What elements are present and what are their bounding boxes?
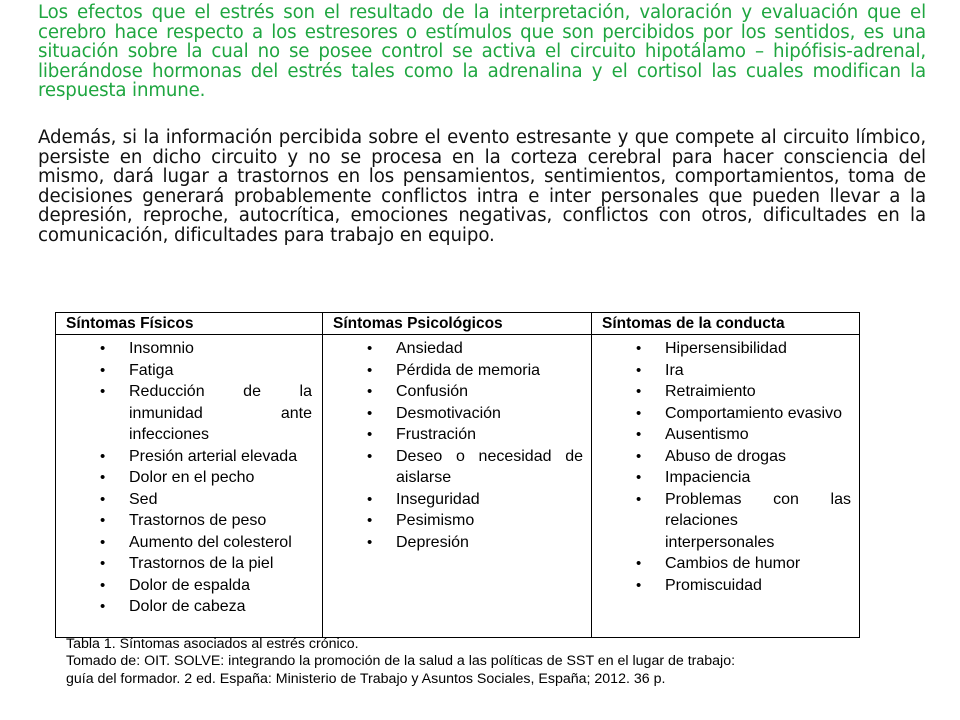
symptom-item: • Inseguridad (323, 489, 591, 511)
column-psychological-symptoms (323, 313, 592, 637)
symptom-item: • Reducción de la inmunidad ante infecciones (56, 381, 322, 446)
symptom-item: • Retraimiento (592, 381, 859, 403)
column-physical-symptoms (56, 313, 323, 637)
symptom-item: • Dolor en el pecho (56, 467, 322, 489)
symptom-item: • Ausentismo (592, 424, 859, 446)
paragraph-limbic-circuit: Además, si la información percibida sobre el evento estresante y que compete al circuito límbico, persiste en dicho circuito y no se procesa en la corteza cerebral para hacer consciencia del mismo, dará lugar a trastornos en los pensamientos, sentimientos, comportamientos, toma de decisiones generará probablemente conflictos intra e inter personales que pueden llevar a la depresión, reproche, autocrítica, emociones negativas, conflictos con otros, dificultades en la comunicación, dificultades para trabajo en equipo. (38, 127, 926, 246)
symptom-list (56, 335, 322, 618)
symptom-item: • Dolor de cabeza (56, 596, 322, 618)
table-caption (66, 636, 886, 688)
symptom-item: • Aumento del colesterol (56, 532, 322, 554)
symptom-item: • Impaciencia (592, 467, 859, 489)
symptom-item: • Insomnio (56, 338, 322, 360)
symptom-item: • Cambios de humor (592, 553, 859, 575)
symptom-item: • Fatiga (56, 360, 322, 382)
symptoms-table (55, 312, 860, 638)
symptom-item: • Hipersensibilidad (592, 338, 859, 360)
symptom-item: • Problemas con las relaciones interpersonales (592, 489, 859, 554)
symptom-item: • Presión arterial elevada (56, 446, 322, 468)
symptom-item: • Deseo o necesidad de aislarse (323, 446, 591, 489)
symptom-item: • Depresión (323, 532, 591, 554)
column-behavioral-symptoms (592, 313, 859, 637)
symptom-item: • Confusión (323, 381, 591, 403)
column-header: Síntomas Psicológicos (323, 313, 591, 335)
symptom-item: • Pérdida de memoria (323, 360, 591, 382)
paragraph-stress-effects: Los efectos que el estrés son el resultado de la interpretación, valoración y evaluación que el cerebro hace respecto a los estresores o estímulos que son percibidos por los sentidos, es una situación sobre la cual no se posee control se activa el circuito hipotálamo – hipófisis-adrenal, liberándose hormonas del estrés tales como la adrenalina y el cortisol las cuales modifican la respuesta inmune. (38, 2, 926, 102)
caption-source-line-2: guía del formador. 2 ed. España: Ministerio de Trabajo y Asuntos Sociales, España; 2012. 36 p. (66, 670, 666, 687)
symptom-item: • Pesimismo (323, 510, 591, 532)
symptom-item: • Sed (56, 489, 322, 511)
symptom-item: • Trastornos de peso (56, 510, 322, 532)
symptom-item: • Dolor de espalda (56, 575, 322, 597)
caption-title: Tabla 1. Síntomas asociados al estrés crónico. (66, 636, 359, 652)
column-header: Síntomas de la conducta (592, 313, 859, 335)
symptom-item: • Abuso de drogas (592, 446, 859, 468)
symptom-list (323, 335, 591, 553)
symptom-item: • Comportamiento evasivo (592, 403, 859, 425)
symptom-item: • Desmotivación (323, 403, 591, 425)
caption-source-line-1: Tomado de: OIT. SOLVE: integrando la promoción de la salud a las políticas de SST en el lugar de trabajo: (66, 653, 736, 670)
symptom-item: • Frustración (323, 424, 591, 446)
symptom-item: • Ira (592, 360, 859, 382)
symptom-list (592, 335, 859, 596)
symptom-item: • Ansiedad (323, 338, 591, 360)
symptom-item: • Trastornos de la piel (56, 553, 322, 575)
symptom-item: • Promiscuidad (592, 575, 859, 597)
column-header: Síntomas Físicos (56, 313, 322, 335)
